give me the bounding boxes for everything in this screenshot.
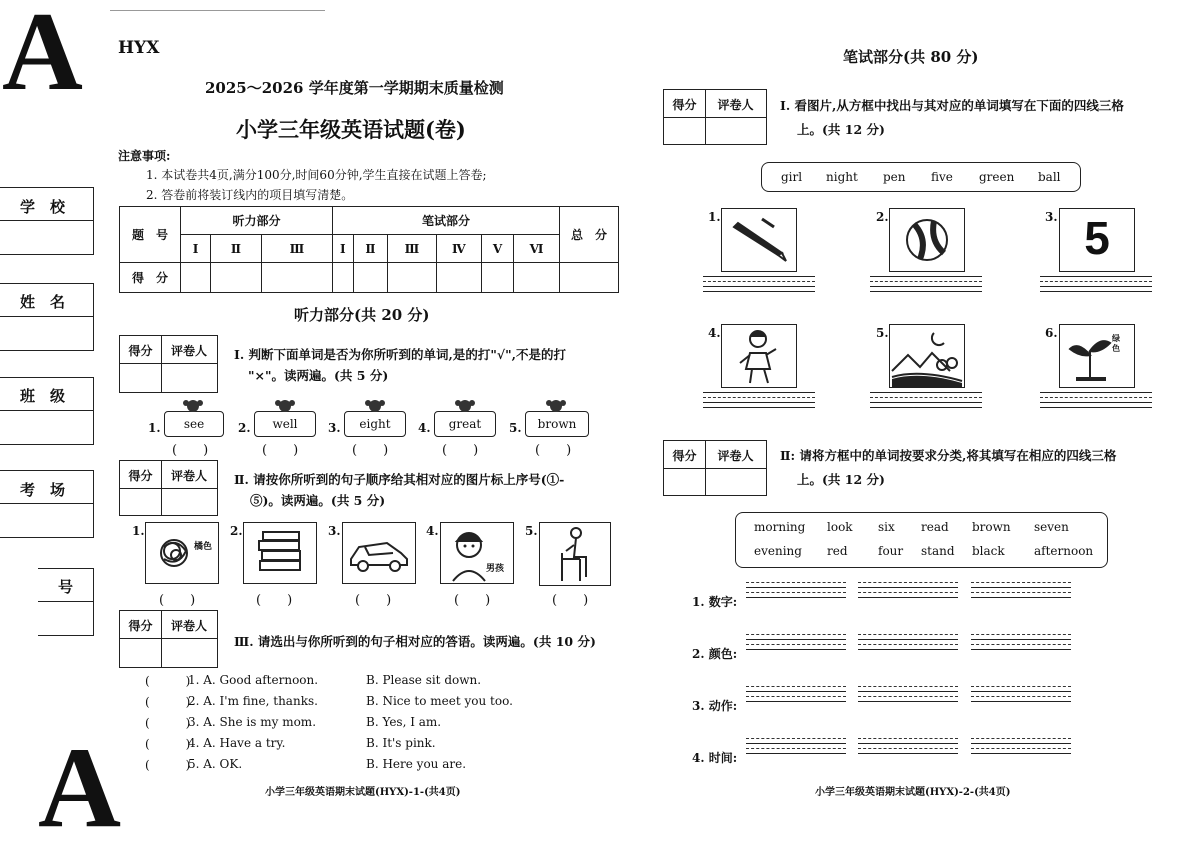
cat4-lines-b[interactable] <box>858 738 958 758</box>
main-title: 小学三年级英语试题(卷) <box>236 117 466 142</box>
th-w2: Ⅱ <box>353 235 388 263</box>
q3-opt-b-1: B. Please sit down. <box>366 673 482 687</box>
cat4-lines-a[interactable] <box>746 738 846 758</box>
q3-opt-a-3: 3. A. She is my mom. <box>188 715 317 729</box>
side-label-number: 号 <box>58 578 74 596</box>
rq1-writing-lines-4[interactable] <box>703 392 815 412</box>
rq1-writing-lines-2[interactable] <box>870 276 982 296</box>
rq2-word-brown: brown <box>972 520 1011 534</box>
rq1-word-girl: girl <box>781 170 803 184</box>
rq1-num-2: 2. <box>876 210 889 224</box>
q3-score-box[interactable]: 得分 评卷人 <box>119 610 218 668</box>
rq2-word-afternoon: afternoon <box>1034 544 1094 558</box>
year-title: 2025～2026 学年度第一学期期末质量检测 <box>205 79 504 97</box>
score-cell[interactable] <box>211 263 262 293</box>
rq2-word-black: black <box>972 544 1005 558</box>
books-icon <box>244 523 316 583</box>
q3-paren-2[interactable]: ( ) <box>145 695 191 709</box>
q1-word-brown: brown <box>525 411 589 437</box>
q3-opt-a-2: 2. A. I'm fine, thanks. <box>188 694 318 708</box>
q3-paren-1[interactable]: ( ) <box>145 674 191 688</box>
notice-title: 注意事项: <box>118 149 171 163</box>
notice-2: 2. 答卷前将装订线内的项目填写清楚。 <box>146 188 354 202</box>
q3-opt-a-5: 5. A. OK. <box>188 757 243 771</box>
cat3-lines-c[interactable] <box>971 686 1071 706</box>
cat2-lines-c[interactable] <box>971 634 1071 654</box>
girl-icon <box>722 325 796 387</box>
category-colors: 2. 颜色: <box>692 647 738 661</box>
th-l2: Ⅱ <box>211 235 262 263</box>
q2-paren-1[interactable]: ( ) <box>159 593 196 608</box>
rq1-num-4: 4. <box>708 326 721 340</box>
listening-header: 听力部分(共 20 分) <box>294 306 430 324</box>
th-w1: Ⅰ <box>333 235 354 263</box>
rq1-writing-lines-6[interactable] <box>1040 392 1152 412</box>
rq1-word-pen: pen <box>883 170 906 184</box>
rq1-writing-lines-5[interactable] <box>870 392 982 412</box>
rq2-instruction-2: 上。(共 12 分) <box>797 472 885 487</box>
q1-word-well: well <box>254 411 316 437</box>
score-cell[interactable] <box>560 263 619 293</box>
rq1-instruction-2: 上。(共 12 分) <box>797 122 885 137</box>
car-icon <box>343 523 415 583</box>
q3-opt-b-4: B. It's pink. <box>366 736 436 750</box>
score-cell[interactable] <box>353 263 388 293</box>
rq1-word-night: night <box>826 170 858 184</box>
q1-paren-5[interactable]: ( ) <box>535 443 572 458</box>
rq2-word-look: look <box>827 520 853 534</box>
q1-num-1: 1. <box>148 421 161 435</box>
side-label-room: 考 场 <box>20 481 66 499</box>
q2-score-box[interactable]: 得分 评卷人 <box>119 460 218 516</box>
cat1-lines-c[interactable] <box>971 582 1071 602</box>
rq2-word-four: four <box>878 544 904 558</box>
q3-opt-a-1: 1. A. Good afternoon. <box>188 673 319 687</box>
th-l3: Ⅲ <box>261 235 332 263</box>
q2-num-2: 2. <box>230 524 243 538</box>
rq1-word-box <box>761 162 1081 192</box>
q1-paren-3[interactable]: ( ) <box>352 443 389 458</box>
rq1-pic-green: 绿色 <box>1059 324 1135 388</box>
q2-instruction-1: Ⅱ. 请按你所听到的句子顺序给其相对应的图片标上序号(①- <box>234 472 565 487</box>
th-listening: 听力部分 <box>181 207 333 235</box>
th-l1: Ⅰ <box>181 235 211 263</box>
cat2-lines-b[interactable] <box>858 634 958 654</box>
q2-num-3: 3. <box>328 524 341 538</box>
q1-paren-2[interactable]: ( ) <box>262 443 299 458</box>
q3-opt-b-3: B. Yes, I am. <box>366 715 442 729</box>
score-cell[interactable] <box>481 263 513 293</box>
q1-instruction-1: Ⅰ. 判断下面单词是否为你所听到的单词,是的打"√",不是的打 <box>234 347 566 362</box>
score-cell[interactable] <box>181 263 211 293</box>
q1-word-great: great <box>434 411 496 437</box>
q2-paren-5[interactable]: ( ) <box>552 593 589 608</box>
rq1-writing-lines-3[interactable] <box>1040 276 1152 296</box>
tag-animal-decoration <box>164 397 594 415</box>
q2-pic-boy: 男孩 <box>440 522 514 584</box>
q2-pic-car <box>342 522 416 584</box>
rq1-pic-pen <box>721 208 797 272</box>
sitting-person-icon <box>540 523 610 585</box>
q1-score-box[interactable]: 得分 评卷人 <box>119 335 218 393</box>
rq2-word-six: six <box>878 520 895 534</box>
q2-num-1: 1. <box>132 524 145 538</box>
rq1-instruction-1: Ⅰ. 看图片,从方框中找出与其对应的单词填写在下面的四线三格 <box>780 98 1124 113</box>
right-footer: 小学三年级英语期末试题(HYX)-2-(共4页) <box>815 787 1011 798</box>
q1-word-eight: eight <box>344 411 406 437</box>
category-numbers: 1. 数字: <box>692 595 738 609</box>
score-cell[interactable] <box>388 263 436 293</box>
exam-code: HYX <box>118 38 160 58</box>
th-w5: Ⅴ <box>481 235 513 263</box>
q1-num-3: 3. <box>328 421 341 435</box>
boy-icon <box>441 523 513 583</box>
q2-num-4: 4. <box>426 524 439 538</box>
q3-paren-5[interactable]: ( ) <box>145 758 191 772</box>
q2-paren-4[interactable]: ( ) <box>454 593 491 608</box>
pen-icon <box>722 209 796 271</box>
th-writing: 笔试部分 <box>333 207 560 235</box>
rq1-word-five: five <box>931 170 953 184</box>
th-tihao: 题 号 <box>120 207 181 263</box>
rq1-num-1: 1. <box>708 210 721 224</box>
top-line <box>110 10 325 11</box>
score-cell[interactable] <box>513 263 559 293</box>
q3-opt-a-4: 4. A. Have a try. <box>188 736 286 750</box>
rq1-pic-ball <box>889 208 965 272</box>
q2-pic-orange: 橘色 <box>145 522 219 584</box>
cat1-lines-b[interactable] <box>858 582 958 602</box>
score-table <box>119 206 619 293</box>
score-cell[interactable] <box>333 263 354 293</box>
q3-opt-b-5: B. Here you are. <box>366 757 467 771</box>
q2-paren-2[interactable]: ( ) <box>256 593 293 608</box>
q1-num-5: 5. <box>509 421 522 435</box>
q3-instruction: Ⅲ. 请选出与你所听到的句子相对应的答语。读两遍。(共 10 分) <box>234 634 596 649</box>
cat2-lines-a[interactable] <box>746 634 846 654</box>
rq2-word-morning: morning <box>754 520 806 534</box>
th-total: 总 分 <box>560 207 619 263</box>
category-actions: 3. 动作: <box>692 699 738 713</box>
score-cell[interactable] <box>261 263 332 293</box>
rq1-pic-night <box>889 324 965 388</box>
q1-word-see: see <box>164 411 224 437</box>
q3-paren-3[interactable]: ( ) <box>145 716 191 730</box>
rq2-score-box[interactable]: 得分 评卷人 <box>663 440 767 496</box>
th-w3: Ⅲ <box>388 235 436 263</box>
left-footer: 小学三年级英语期末试题(HYX)-1-(共4页) <box>265 787 461 798</box>
rq2-word-read: read <box>921 520 949 534</box>
q1-num-4: 4. <box>418 421 431 435</box>
rq1-pic-girl <box>721 324 797 388</box>
rq1-num-5: 5. <box>876 326 889 340</box>
score-cell[interactable] <box>436 263 481 293</box>
rq2-word-red: red <box>827 544 848 558</box>
q2-instruction-2: ⑤)。读两遍。(共 5 分) <box>250 493 386 508</box>
cat4-lines-c[interactable] <box>971 738 1071 758</box>
rq2-word-evening: evening <box>754 544 802 558</box>
tangle-icon <box>146 523 218 583</box>
corner-letter-a: A <box>2 0 83 114</box>
q1-num-2: 2. <box>238 421 251 435</box>
rq1-writing-lines-1[interactable] <box>703 276 815 296</box>
q2-pic-sit <box>539 522 611 586</box>
rq1-score-box[interactable]: 得分 评卷人 <box>663 89 767 145</box>
q1-paren-4[interactable]: ( ) <box>442 443 479 458</box>
q2-num-5: 5. <box>525 524 538 538</box>
rq1-word-green: green <box>979 170 1015 184</box>
q3-opt-b-2: B. Nice to meet you too. <box>366 694 513 708</box>
cat3-lines-b[interactable] <box>858 686 958 706</box>
bottom-letter-a: A <box>38 724 122 851</box>
q2-pic-books <box>243 522 317 584</box>
rq1-num-6: 6. <box>1045 326 1058 340</box>
q3-paren-4[interactable]: ( ) <box>145 737 191 751</box>
rq2-word-stand: stand <box>921 544 955 558</box>
side-label-name: 姓 名 <box>20 293 66 311</box>
th-w6: Ⅵ <box>513 235 559 263</box>
q1-instruction-2: "×"。读两遍。(共 5 分) <box>248 368 389 383</box>
ball-icon <box>890 209 964 271</box>
q1-paren-1[interactable]: ( ) <box>172 443 209 458</box>
q2-paren-3[interactable]: ( ) <box>355 593 392 608</box>
rq1-pic-five <box>1059 208 1135 272</box>
rq2-word-seven: seven <box>1034 520 1069 534</box>
side-label-school: 学 校 <box>20 198 66 216</box>
rq2-instruction-1: Ⅱ: 请将方框中的单词按要求分类,将其填写在相应的四线三格 <box>780 448 1117 463</box>
th-w4: Ⅳ <box>436 235 481 263</box>
rq1-num-3: 3. <box>1045 210 1058 224</box>
cat3-lines-a[interactable] <box>746 686 846 706</box>
rq1-word-ball: ball <box>1038 170 1061 184</box>
five-digit: 5 <box>1084 212 1110 264</box>
td-defen: 得 分 <box>120 263 181 293</box>
side-label-class: 班 级 <box>20 387 66 405</box>
writing-header: 笔试部分(共 80 分) <box>843 48 979 66</box>
cat1-lines-a[interactable] <box>746 582 846 602</box>
night-scene-icon <box>890 325 964 387</box>
category-time: 4. 时间: <box>692 751 738 765</box>
notice-1: 1. 本试卷共4页,满分100分,时间60分钟,学生直接在试题上答卷; <box>146 168 487 182</box>
